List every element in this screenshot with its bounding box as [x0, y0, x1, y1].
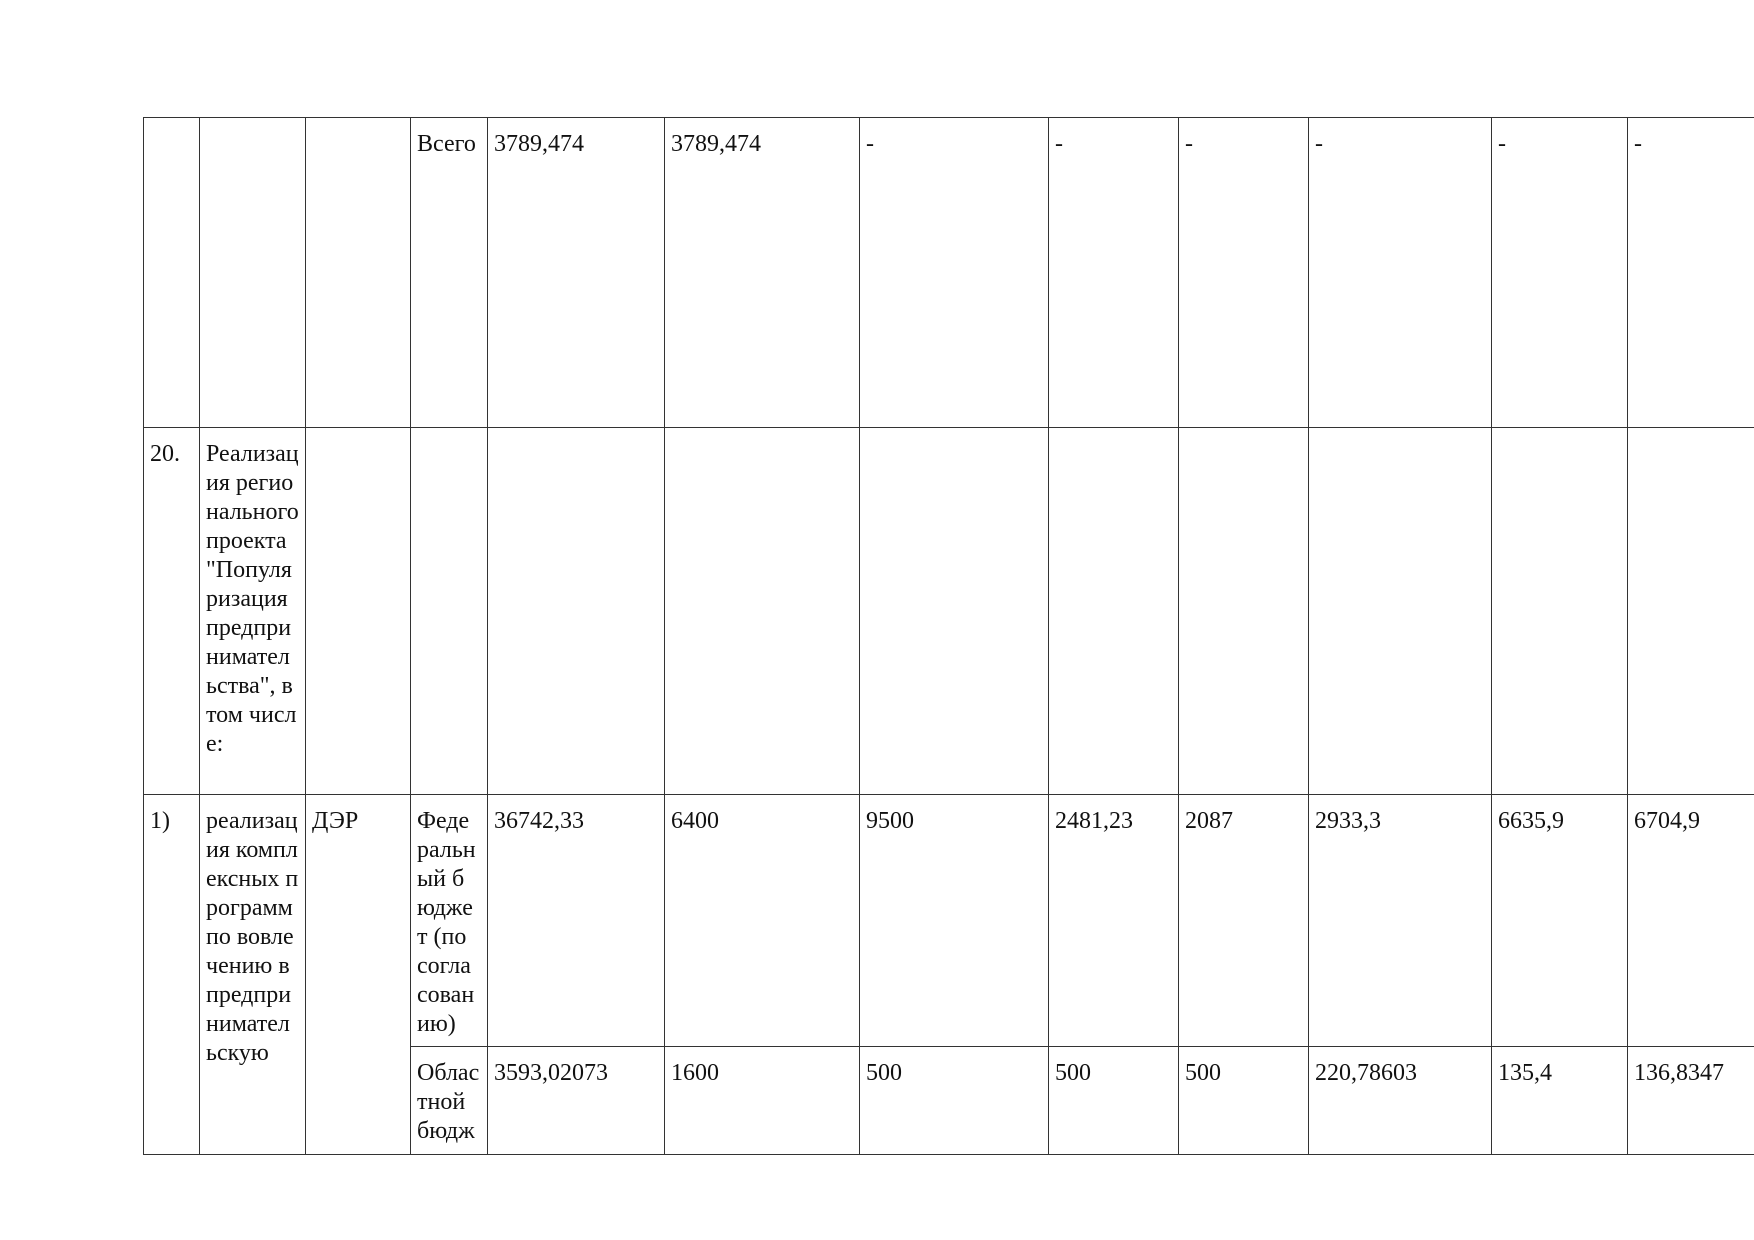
value-year: 135,4: [1498, 1060, 1552, 1086]
row-number: 20.: [150, 441, 180, 467]
value-cell: [1179, 795, 1309, 1047]
value-cell: [1492, 118, 1628, 428]
activity-name: реализация комплексных программ по вовлечению в предпринимательскую: [206, 808, 299, 1066]
value-cell: [1628, 118, 1754, 428]
value-year: 1600: [671, 1060, 719, 1086]
activity-name-cell: [200, 795, 306, 1155]
value-year: 500: [1185, 1060, 1221, 1086]
value-year: 220,78603: [1315, 1060, 1417, 1086]
value-cell: [1049, 428, 1179, 795]
row-number-cell: [144, 795, 200, 1155]
executor-cell: [306, 795, 411, 1155]
executor: ДЭР: [312, 808, 359, 834]
value-year: -: [1634, 131, 1642, 157]
budget-table: [143, 117, 1754, 1155]
value-year: -: [1185, 131, 1193, 157]
activity-name-cell: [200, 428, 306, 795]
funding-source-cell: [411, 118, 488, 428]
funding-source-cell: [411, 795, 488, 1047]
value-total: 36742,33: [494, 808, 584, 834]
value-cell: [1049, 795, 1179, 1047]
executor-cell: [306, 118, 411, 428]
value-cell: [1179, 118, 1309, 428]
activity-name-cell: [200, 118, 306, 428]
value-cell: [1492, 428, 1628, 795]
value-year: 2933,3: [1315, 808, 1381, 834]
value-year: -: [1498, 131, 1506, 157]
value-year: -: [1315, 131, 1323, 157]
value-cell: [860, 428, 1049, 795]
value-cell: [488, 1047, 665, 1155]
value-cell: [665, 795, 860, 1047]
value-cell: [1309, 428, 1492, 795]
value-cell: [665, 428, 860, 795]
value-cell: [1628, 1047, 1754, 1155]
value-year: 3789,474: [671, 131, 761, 157]
value-year: -: [866, 131, 874, 157]
value-cell: [665, 118, 860, 428]
value-year: 2087: [1185, 808, 1233, 834]
value-year: 500: [866, 1060, 902, 1086]
value-cell: [860, 1047, 1049, 1155]
value-year: 500: [1055, 1060, 1091, 1086]
table-row: [144, 795, 1754, 1047]
value-year: 9500: [866, 808, 914, 834]
value-cell: [488, 795, 665, 1047]
value-year: -: [1055, 131, 1063, 157]
row-number: 1): [150, 808, 170, 834]
value-cell: [665, 1047, 860, 1155]
value-year: 6635,9: [1498, 808, 1564, 834]
value-year: 136,8347: [1634, 1060, 1724, 1086]
funding-source: Областной бюдж: [417, 1060, 480, 1144]
table-row: [144, 118, 1754, 428]
activity-name: Реализация регионального проекта "Популяризация предпринимательства", в том числе:: [206, 441, 299, 757]
value-total: 3789,474: [494, 131, 584, 157]
value-year: 2481,23: [1055, 808, 1133, 834]
row-number-cell: [144, 428, 200, 795]
row-number-cell: [144, 118, 200, 428]
funding-source: Всего: [417, 131, 476, 157]
value-cell: [1049, 118, 1179, 428]
funding-source: Федеральный бюджет (по согласованию): [417, 808, 476, 1037]
value-cell: [488, 118, 665, 428]
value-cell: [1628, 428, 1754, 795]
value-cell: [1309, 795, 1492, 1047]
value-year: 6704,9: [1634, 808, 1700, 834]
value-cell: [860, 118, 1049, 428]
value-cell: [1049, 1047, 1179, 1155]
value-cell: [1492, 1047, 1628, 1155]
value-cell: [860, 795, 1049, 1047]
value-cell: [1309, 1047, 1492, 1155]
value-cell: [1179, 428, 1309, 795]
value-cell: [1492, 795, 1628, 1047]
value-cell: [1628, 795, 1754, 1047]
value-cell: [1179, 1047, 1309, 1155]
funding-source-cell: [411, 1047, 488, 1155]
value-cell: [1309, 118, 1492, 428]
funding-source-cell: [411, 428, 488, 795]
value-total: 3593,02073: [494, 1060, 608, 1086]
table-row: [144, 428, 1754, 795]
executor-cell: [306, 428, 411, 795]
value-year: 6400: [671, 808, 719, 834]
value-cell: [488, 428, 665, 795]
